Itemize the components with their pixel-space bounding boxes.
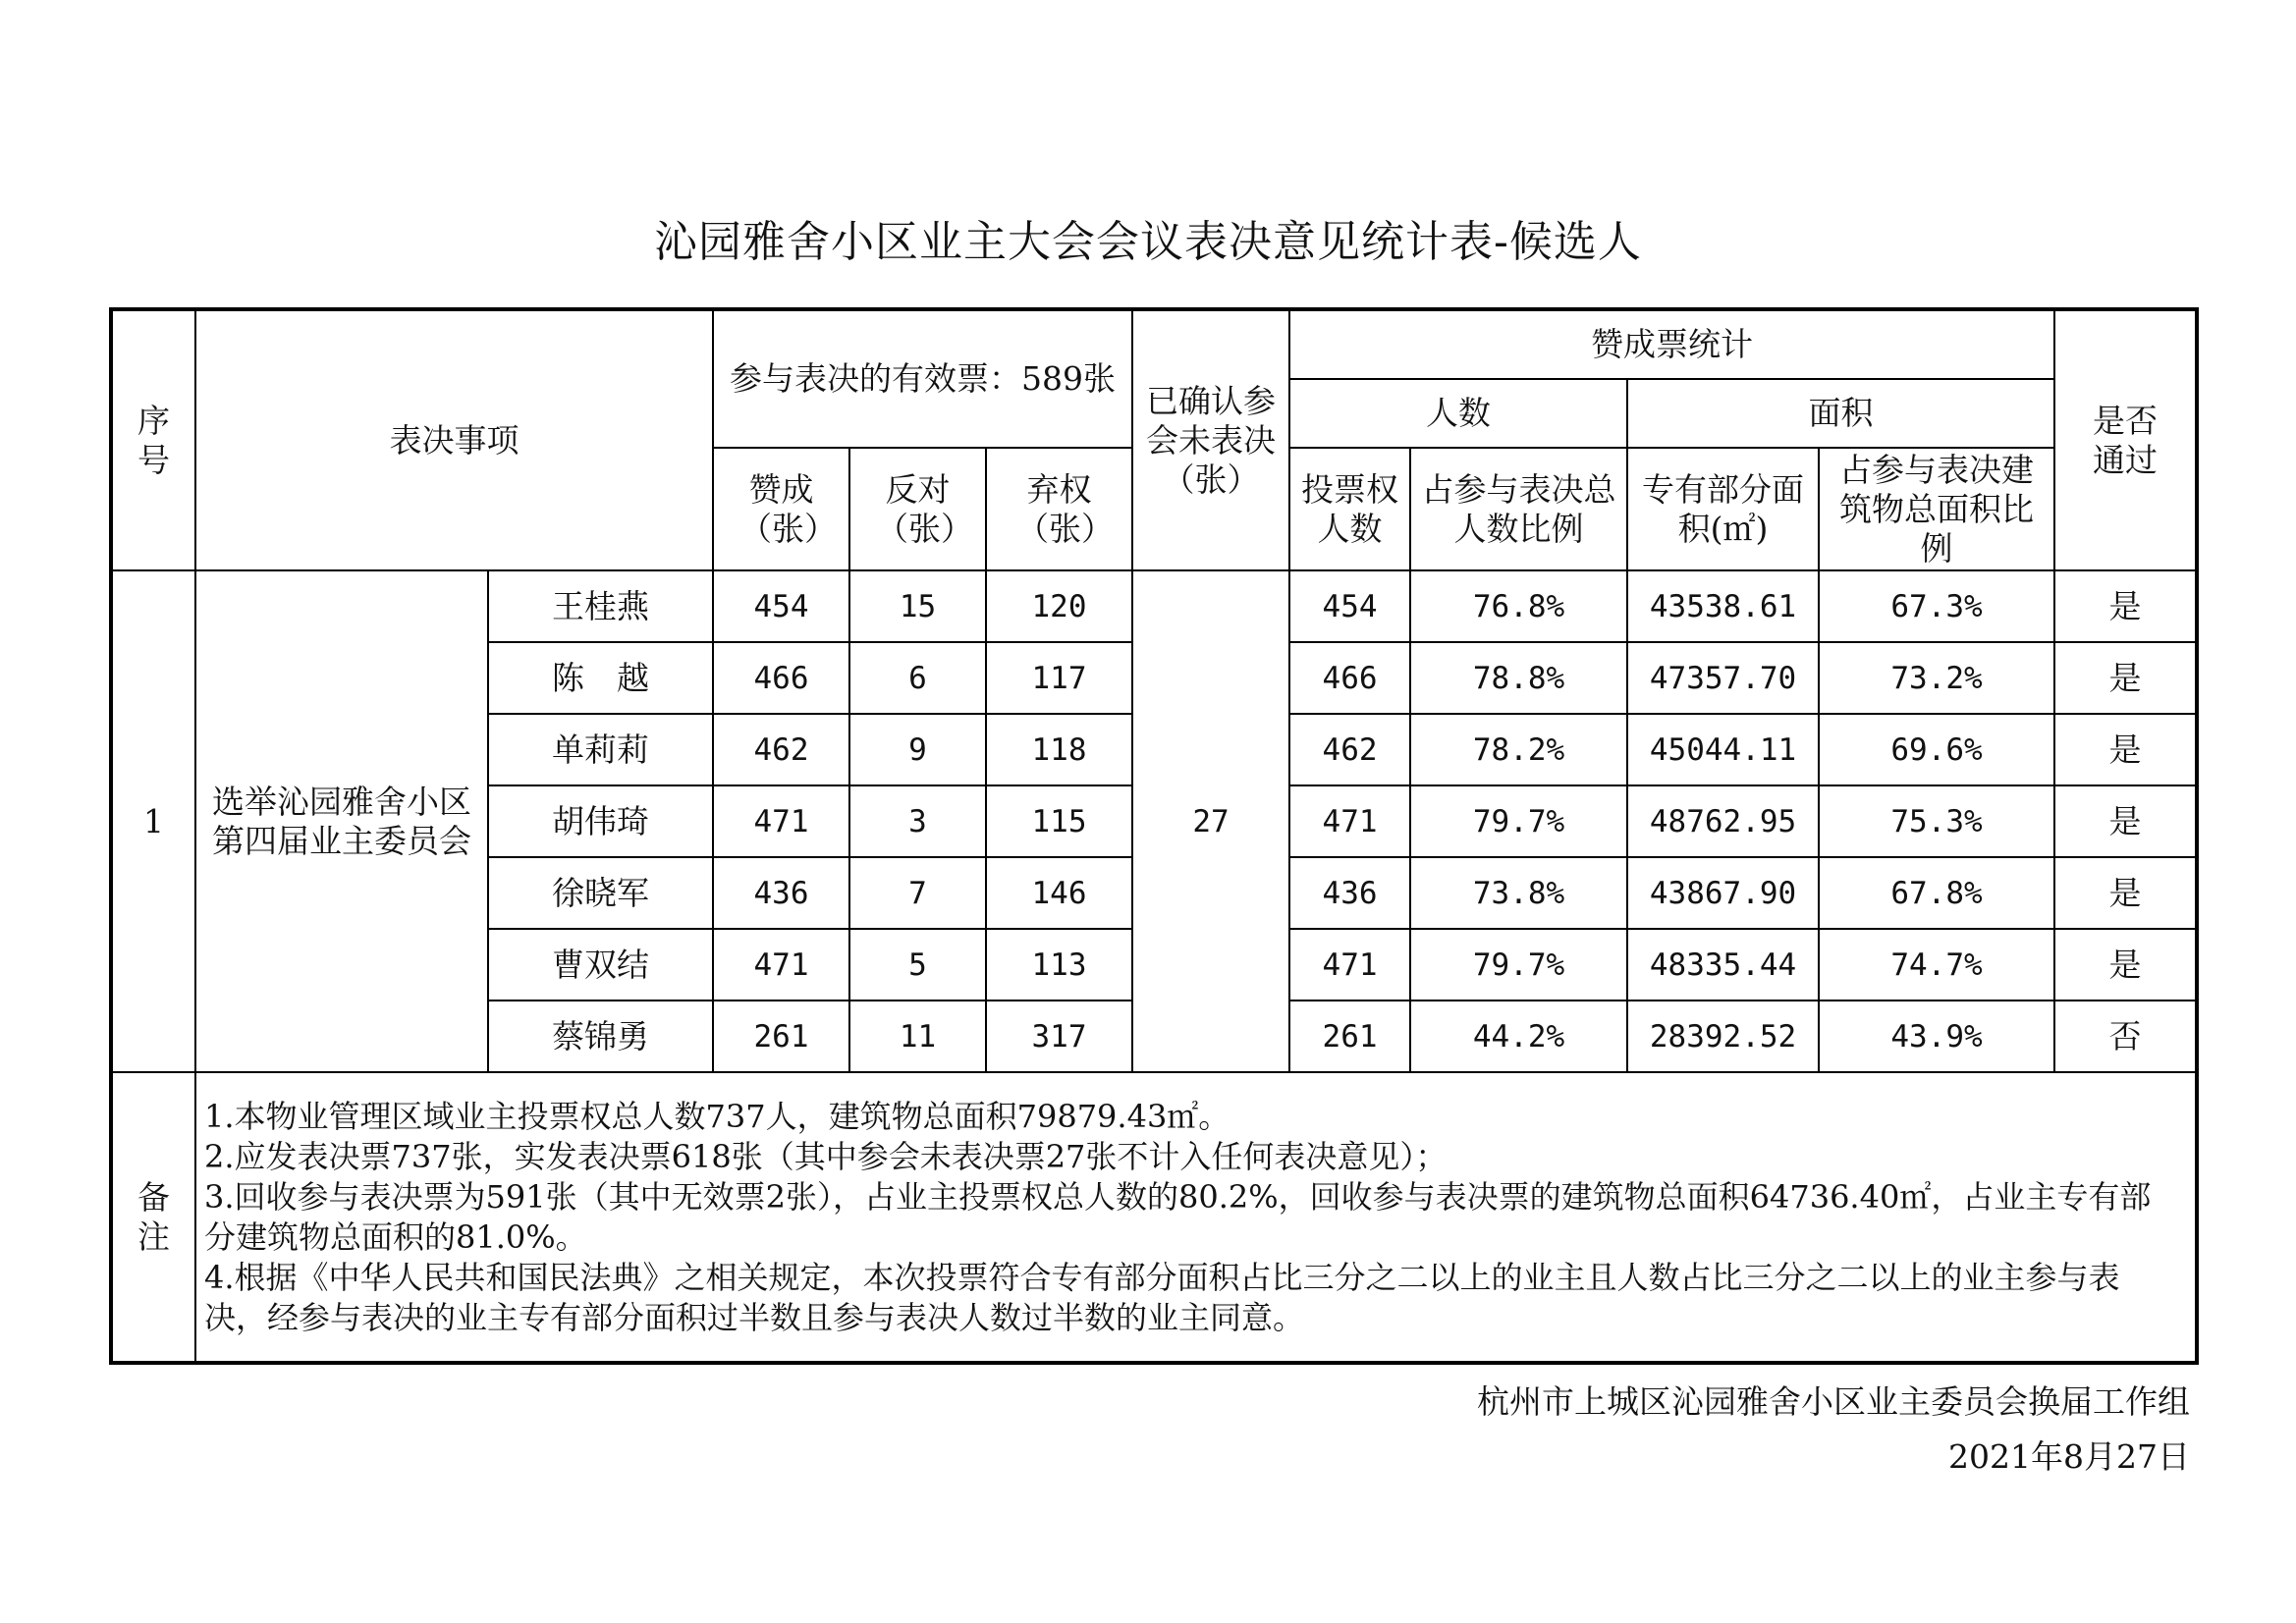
- cell-abstain: 120: [986, 570, 1132, 642]
- candidate-name: 徐晓军: [488, 857, 713, 929]
- header-passed: 是否通过: [2054, 309, 2197, 570]
- header-yes-stats: 赞成票统计: [1289, 309, 2054, 379]
- header-not-voted: 已确认参会未表决（张）: [1132, 309, 1289, 570]
- cell-yes: 261: [713, 1001, 849, 1072]
- cell-passed: 是: [2054, 570, 2197, 642]
- cell-voters: 471: [1289, 929, 1410, 1001]
- cell-area-ratio: 43.9%: [1819, 1001, 2054, 1072]
- row-item: 选举沁园雅舍小区第四届业主委员会: [195, 570, 488, 1072]
- cell-people-ratio: 78.8%: [1410, 642, 1627, 714]
- table-row: [111, 570, 2197, 642]
- cell-abstain: 115: [986, 785, 1132, 857]
- cell-own-area: 48335.44: [1627, 929, 1819, 1001]
- candidate-name: 王桂燕: [488, 570, 713, 642]
- cell-area-ratio: 69.6%: [1819, 714, 2054, 785]
- cell-abstain: 118: [986, 714, 1132, 785]
- cell-voters: 462: [1289, 714, 1410, 785]
- cell-voters: 471: [1289, 785, 1410, 857]
- cell-own-area: 45044.11: [1627, 714, 1819, 785]
- header-seq: 序号: [111, 309, 195, 570]
- candidate-name: 陈 越: [488, 642, 713, 714]
- cell-area-ratio: 75.3%: [1819, 785, 2054, 857]
- cell-yes: 471: [713, 929, 849, 1001]
- cell-people-ratio: 79.7%: [1410, 785, 1627, 857]
- cell-passed: 是: [2054, 785, 2197, 857]
- candidate-name: 曹双结: [488, 929, 713, 1001]
- header-own-area: 专有部分面积(㎡): [1627, 448, 1819, 570]
- cell-abstain: 146: [986, 857, 1132, 929]
- cell-yes: 471: [713, 785, 849, 857]
- cell-own-area: 43538.61: [1627, 570, 1819, 642]
- candidate-name: 蔡锦勇: [488, 1001, 713, 1072]
- cell-people-ratio: 44.2%: [1410, 1001, 1627, 1072]
- footer-organization: 杭州市上城区沁园雅舍小区业主委员会换届工作组: [1477, 1382, 2190, 1421]
- cell-voters: 436: [1289, 857, 1410, 929]
- note-line-2: 2.应发表决票737张，实发表决票618张（其中参会未表决票27张不计入任何表决意见）；: [204, 1137, 1448, 1175]
- cell-people-ratio: 78.2%: [1410, 714, 1627, 785]
- notes-row: [111, 1072, 2197, 1363]
- cell-abstain: 113: [986, 929, 1132, 1001]
- notes-content: [195, 1072, 2197, 1363]
- vote-statistics-table: [109, 307, 2199, 1365]
- cell-voters: 454: [1289, 570, 1410, 642]
- page-title: 沁园雅舍小区业主大会会议表决意见统计表-候选人: [654, 217, 1642, 267]
- header-item: 表决事项: [195, 309, 713, 570]
- header-area-ratio: 占参与表决建筑物总面积比例: [1819, 448, 2054, 570]
- cell-own-area: 48762.95: [1627, 785, 1819, 857]
- cell-passed: 是: [2054, 857, 2197, 929]
- cell-abstain: 317: [986, 1001, 1132, 1072]
- cell-no: 11: [849, 1001, 986, 1072]
- cell-passed: 是: [2054, 642, 2197, 714]
- cell-area-ratio: 67.8%: [1819, 857, 2054, 929]
- header-area: 面积: [1627, 379, 2054, 448]
- header-no: 反对（张）: [849, 448, 986, 570]
- cell-no: 15: [849, 570, 986, 642]
- header-valid-votes: 参与表决的有效票：589张: [713, 309, 1132, 448]
- header-people-ratio: 占参与表决总人数比例: [1410, 448, 1627, 570]
- cell-yes: 466: [713, 642, 849, 714]
- cell-no: 3: [849, 785, 986, 857]
- cell-yes: 462: [713, 714, 849, 785]
- cell-voters: 466: [1289, 642, 1410, 714]
- footer-date: 2021年8月27日: [1948, 1437, 2190, 1476]
- cell-people-ratio: 79.7%: [1410, 929, 1627, 1001]
- cell-own-area: 43867.90: [1627, 857, 1819, 929]
- header-yes: 赞成（张）: [713, 448, 849, 570]
- cell-own-area: 28392.52: [1627, 1001, 1819, 1072]
- cell-yes: 454: [713, 570, 849, 642]
- cell-people-ratio: 76.8%: [1410, 570, 1627, 642]
- cell-no: 5: [849, 929, 986, 1001]
- header-people: 人数: [1289, 379, 1627, 448]
- cell-no: 6: [849, 642, 986, 714]
- cell-passed: 是: [2054, 929, 2197, 1001]
- cell-not-voted: 27: [1132, 570, 1289, 1072]
- note-line-1: 1.本物业管理区域业主投票权总人数737人，建筑物总面积79879.43㎡。: [204, 1097, 1230, 1135]
- header-abstain: 弃权（张）: [986, 448, 1132, 570]
- cell-abstain: 117: [986, 642, 1132, 714]
- cell-no: 7: [849, 857, 986, 929]
- cell-area-ratio: 74.7%: [1819, 929, 2054, 1001]
- cell-no: 9: [849, 714, 986, 785]
- row-seq: 1: [111, 570, 195, 1072]
- candidate-name: 单莉莉: [488, 714, 713, 785]
- note-line-3: 3.回收参与表决票为591张（其中无效票2张），占业主投票权总人数的80.2%，回收参与表决票的建筑物总面积64736.40㎡，占业主专有部分建筑物总面积的81.0%。: [204, 1177, 2152, 1256]
- cell-passed: 否: [2054, 1001, 2197, 1072]
- cell-voters: 261: [1289, 1001, 1410, 1072]
- note-line-4: 4.根据《中华人民共和国民法典》之相关规定，本次投票符合专有部分面积占比三分之二以上的业主且人数占比三分之二以上的业主参与表决，经参与表决的业主专有部分面积过半数且参与表决人数过半数的业主同意。: [204, 1258, 2120, 1336]
- header-voters: 投票权人数: [1289, 448, 1410, 570]
- cell-area-ratio: 67.3%: [1819, 570, 2054, 642]
- cell-area-ratio: 73.2%: [1819, 642, 2054, 714]
- cell-passed: 是: [2054, 714, 2197, 785]
- cell-yes: 436: [713, 857, 849, 929]
- cell-people-ratio: 73.8%: [1410, 857, 1627, 929]
- cell-own-area: 47357.70: [1627, 642, 1819, 714]
- notes-label: 备注: [111, 1072, 195, 1363]
- candidate-name: 胡伟琦: [488, 785, 713, 857]
